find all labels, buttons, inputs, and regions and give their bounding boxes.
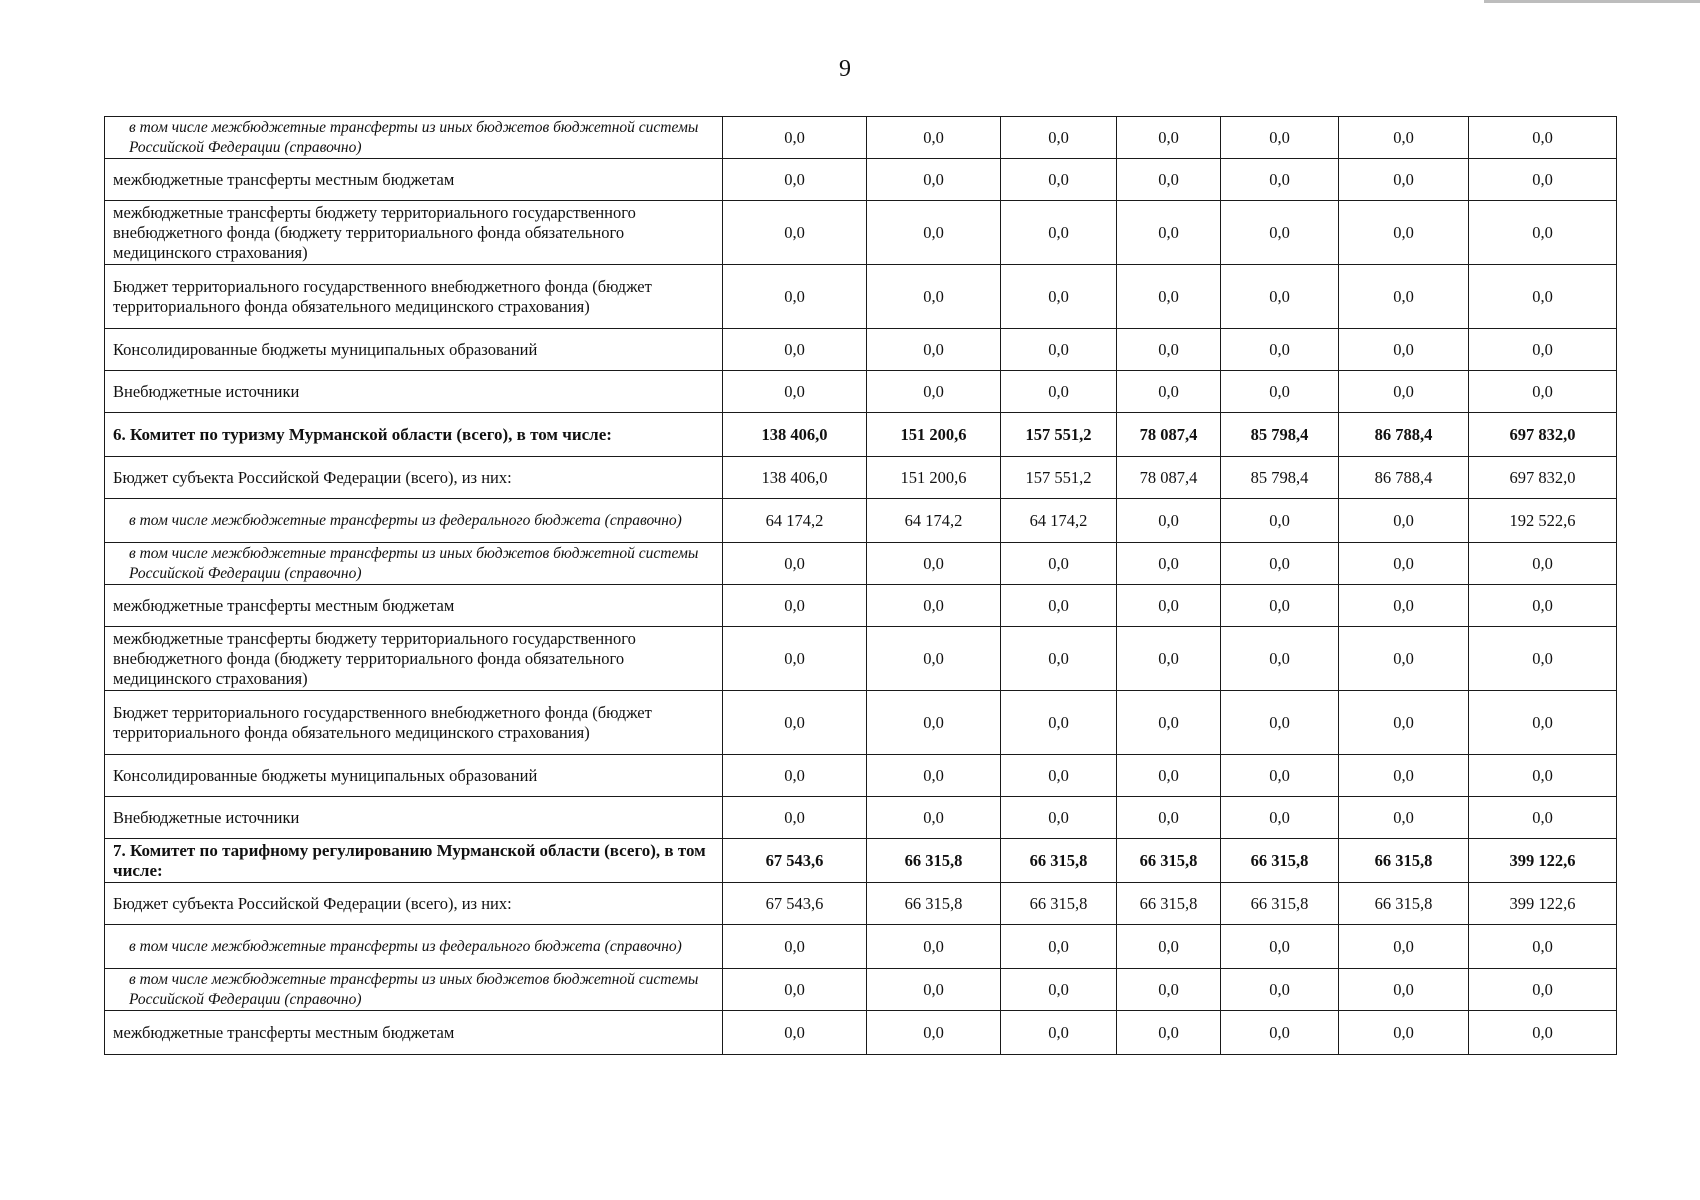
table-row xyxy=(105,797,1617,839)
table-row xyxy=(105,117,1617,159)
value-cell: 0,0 xyxy=(1339,543,1469,585)
value-cell: 0,0 xyxy=(867,925,1001,969)
value-cell: 0,0 xyxy=(723,117,867,159)
budget-table xyxy=(104,116,1617,1055)
row-label: межбюджетные трансферты бюджету территориального государственного внебюджетного фонда (бюджету территориального фонда обязательного медицинского страхования) xyxy=(105,627,723,691)
value-cell: 0,0 xyxy=(867,969,1001,1011)
value-cell: 0,0 xyxy=(1117,627,1221,691)
value-cell: 66 315,8 xyxy=(1001,839,1117,883)
value-cell: 138 406,0 xyxy=(723,413,867,457)
value-cell: 66 315,8 xyxy=(867,883,1001,925)
table-row xyxy=(105,969,1617,1011)
value-cell: 0,0 xyxy=(1469,755,1617,797)
value-cell: 0,0 xyxy=(1339,117,1469,159)
row-label: межбюджетные трансферты местным бюджетам xyxy=(105,159,723,201)
value-cell: 0,0 xyxy=(867,159,1001,201)
value-cell: 0,0 xyxy=(867,329,1001,371)
page-number: 9 xyxy=(839,56,851,82)
value-cell: 0,0 xyxy=(1001,117,1117,159)
table-row xyxy=(105,925,1617,969)
value-cell: 66 315,8 xyxy=(1339,839,1469,883)
value-cell: 66 315,8 xyxy=(1221,839,1339,883)
value-cell: 0,0 xyxy=(1339,969,1469,1011)
budget-table-body xyxy=(105,117,1617,1055)
value-cell: 0,0 xyxy=(1469,543,1617,585)
value-cell: 0,0 xyxy=(1221,159,1339,201)
table-row xyxy=(105,691,1617,755)
row-label: в том числе межбюджетные трансферты из иных бюджетов бюджетной системы Российской Федерации (справочно) xyxy=(105,543,723,585)
value-cell: 0,0 xyxy=(1221,925,1339,969)
value-cell: 0,0 xyxy=(1469,1011,1617,1055)
value-cell: 66 315,8 xyxy=(1117,839,1221,883)
row-label: Бюджет субъекта Российской Федерации (всего), из них: xyxy=(105,883,723,925)
value-cell: 0,0 xyxy=(723,925,867,969)
row-label: 7. Комитет по тарифному регулированию Мурманской области (всего), в том числе: xyxy=(105,839,723,883)
value-cell: 64 174,2 xyxy=(867,499,1001,543)
value-cell: 0,0 xyxy=(1221,371,1339,413)
value-cell: 64 174,2 xyxy=(723,499,867,543)
value-cell: 0,0 xyxy=(1339,585,1469,627)
value-cell: 0,0 xyxy=(1001,925,1117,969)
row-label: межбюджетные трансферты местным бюджетам xyxy=(105,1011,723,1055)
row-label: в том числе межбюджетные трансферты из иных бюджетов бюджетной системы Российской Федерации (справочно) xyxy=(105,969,723,1011)
value-cell: 157 551,2 xyxy=(1001,457,1117,499)
value-cell: 0,0 xyxy=(867,797,1001,839)
value-cell: 0,0 xyxy=(723,543,867,585)
value-cell: 0,0 xyxy=(1339,499,1469,543)
value-cell: 0,0 xyxy=(1001,1011,1117,1055)
value-cell: 0,0 xyxy=(1117,797,1221,839)
value-cell: 0,0 xyxy=(1001,265,1117,329)
value-cell: 0,0 xyxy=(1221,329,1339,371)
table-row xyxy=(105,585,1617,627)
value-cell: 0,0 xyxy=(1117,543,1221,585)
value-cell: 0,0 xyxy=(1221,755,1339,797)
value-cell: 0,0 xyxy=(1001,159,1117,201)
value-cell: 697 832,0 xyxy=(1469,457,1617,499)
value-cell: 0,0 xyxy=(1117,755,1221,797)
value-cell: 0,0 xyxy=(867,755,1001,797)
value-cell: 66 315,8 xyxy=(1221,883,1339,925)
value-cell: 0,0 xyxy=(723,329,867,371)
top-edge-rule xyxy=(1484,0,1700,3)
value-cell: 0,0 xyxy=(1339,329,1469,371)
value-cell: 0,0 xyxy=(723,585,867,627)
value-cell: 0,0 xyxy=(1117,265,1221,329)
value-cell: 78 087,4 xyxy=(1117,413,1221,457)
value-cell: 0,0 xyxy=(1221,797,1339,839)
value-cell: 0,0 xyxy=(1221,543,1339,585)
value-cell: 0,0 xyxy=(1117,329,1221,371)
value-cell: 0,0 xyxy=(1469,201,1617,265)
value-cell: 0,0 xyxy=(1117,925,1221,969)
value-cell: 0,0 xyxy=(867,371,1001,413)
value-cell: 0,0 xyxy=(867,691,1001,755)
value-cell: 0,0 xyxy=(1339,755,1469,797)
row-label: Бюджет территориального государственного внебюджетного фонда (бюджет территориального фонда обязательного медицинского страхования) xyxy=(105,265,723,329)
value-cell: 0,0 xyxy=(1339,265,1469,329)
value-cell: 0,0 xyxy=(1469,329,1617,371)
value-cell: 0,0 xyxy=(1117,585,1221,627)
value-cell: 0,0 xyxy=(1339,159,1469,201)
table-row xyxy=(105,457,1617,499)
value-cell: 0,0 xyxy=(1469,969,1617,1011)
table-row xyxy=(105,201,1617,265)
value-cell: 0,0 xyxy=(1001,329,1117,371)
value-cell: 0,0 xyxy=(1469,691,1617,755)
value-cell: 64 174,2 xyxy=(1001,499,1117,543)
table-row xyxy=(105,627,1617,691)
value-cell: 138 406,0 xyxy=(723,457,867,499)
value-cell: 0,0 xyxy=(723,159,867,201)
value-cell: 0,0 xyxy=(1117,691,1221,755)
value-cell: 0,0 xyxy=(723,691,867,755)
value-cell: 697 832,0 xyxy=(1469,413,1617,457)
value-cell: 0,0 xyxy=(1469,925,1617,969)
value-cell: 0,0 xyxy=(1339,1011,1469,1055)
value-cell: 0,0 xyxy=(1117,371,1221,413)
value-cell: 0,0 xyxy=(1221,265,1339,329)
value-cell: 0,0 xyxy=(1339,925,1469,969)
value-cell: 86 788,4 xyxy=(1339,413,1469,457)
value-cell: 86 788,4 xyxy=(1339,457,1469,499)
value-cell: 0,0 xyxy=(1339,371,1469,413)
row-label: в том числе межбюджетные трансферты из иных бюджетов бюджетной системы Российской Федерации (справочно) xyxy=(105,117,723,159)
table-row xyxy=(105,413,1617,457)
table-row xyxy=(105,265,1617,329)
value-cell: 151 200,6 xyxy=(867,413,1001,457)
value-cell: 399 122,6 xyxy=(1469,883,1617,925)
table-row xyxy=(105,329,1617,371)
table-row xyxy=(105,499,1617,543)
row-label: межбюджетные трансферты бюджету территориального государственного внебюджетного фонда (бюджету территориального фонда обязательного медицинского страхования) xyxy=(105,201,723,265)
value-cell: 0,0 xyxy=(1117,201,1221,265)
value-cell: 0,0 xyxy=(1339,691,1469,755)
value-cell: 0,0 xyxy=(867,265,1001,329)
value-cell: 0,0 xyxy=(867,627,1001,691)
value-cell: 0,0 xyxy=(723,1011,867,1055)
row-label: Бюджет субъекта Российской Федерации (всего), из них: xyxy=(105,457,723,499)
table-row xyxy=(105,543,1617,585)
value-cell: 0,0 xyxy=(723,627,867,691)
value-cell: 0,0 xyxy=(867,543,1001,585)
value-cell: 0,0 xyxy=(723,201,867,265)
table-row xyxy=(105,755,1617,797)
value-cell: 0,0 xyxy=(1117,117,1221,159)
row-label: в том числе межбюджетные трансферты из федерального бюджета (справочно) xyxy=(105,499,723,543)
value-cell: 66 315,8 xyxy=(1001,883,1117,925)
value-cell: 0,0 xyxy=(723,755,867,797)
value-cell: 66 315,8 xyxy=(1339,883,1469,925)
row-label: Консолидированные бюджеты муниципальных образований xyxy=(105,755,723,797)
value-cell: 0,0 xyxy=(1001,797,1117,839)
value-cell: 0,0 xyxy=(1001,201,1117,265)
value-cell: 0,0 xyxy=(1469,627,1617,691)
table-row xyxy=(105,1011,1617,1055)
table-row xyxy=(105,883,1617,925)
row-label: 6. Комитет по туризму Мурманской области (всего), в том числе: xyxy=(105,413,723,457)
value-cell: 0,0 xyxy=(1001,371,1117,413)
row-label: межбюджетные трансферты местным бюджетам xyxy=(105,585,723,627)
value-cell: 0,0 xyxy=(1221,691,1339,755)
value-cell: 192 522,6 xyxy=(1469,499,1617,543)
value-cell: 0,0 xyxy=(867,1011,1001,1055)
value-cell: 0,0 xyxy=(723,265,867,329)
row-label: в том числе межбюджетные трансферты из федерального бюджета (справочно) xyxy=(105,925,723,969)
value-cell: 0,0 xyxy=(723,969,867,1011)
value-cell: 0,0 xyxy=(723,797,867,839)
value-cell: 0,0 xyxy=(1117,1011,1221,1055)
value-cell: 0,0 xyxy=(1221,627,1339,691)
value-cell: 0,0 xyxy=(1339,627,1469,691)
value-cell: 0,0 xyxy=(867,117,1001,159)
value-cell: 0,0 xyxy=(1001,755,1117,797)
value-cell: 0,0 xyxy=(1001,691,1117,755)
value-cell: 67 543,6 xyxy=(723,839,867,883)
value-cell: 0,0 xyxy=(1221,1011,1339,1055)
value-cell: 0,0 xyxy=(1221,499,1339,543)
value-cell: 0,0 xyxy=(1339,797,1469,839)
value-cell: 0,0 xyxy=(1001,969,1117,1011)
table-row xyxy=(105,159,1617,201)
row-label: Консолидированные бюджеты муниципальных образований xyxy=(105,329,723,371)
value-cell: 0,0 xyxy=(1001,543,1117,585)
row-label: Внебюджетные источники xyxy=(105,797,723,839)
value-cell: 0,0 xyxy=(1221,585,1339,627)
value-cell: 67 543,6 xyxy=(723,883,867,925)
value-cell: 0,0 xyxy=(1469,371,1617,413)
value-cell: 0,0 xyxy=(867,585,1001,627)
value-cell: 0,0 xyxy=(1469,117,1617,159)
value-cell: 151 200,6 xyxy=(867,457,1001,499)
table-row xyxy=(105,371,1617,413)
value-cell: 0,0 xyxy=(723,371,867,413)
value-cell: 0,0 xyxy=(1469,585,1617,627)
value-cell: 85 798,4 xyxy=(1221,457,1339,499)
value-cell: 157 551,2 xyxy=(1001,413,1117,457)
value-cell: 0,0 xyxy=(1117,159,1221,201)
value-cell: 399 122,6 xyxy=(1469,839,1617,883)
row-label: Внебюджетные источники xyxy=(105,371,723,413)
value-cell: 0,0 xyxy=(1001,627,1117,691)
value-cell: 66 315,8 xyxy=(867,839,1001,883)
value-cell: 66 315,8 xyxy=(1117,883,1221,925)
value-cell: 0,0 xyxy=(1339,201,1469,265)
value-cell: 0,0 xyxy=(1221,201,1339,265)
value-cell: 0,0 xyxy=(1001,585,1117,627)
value-cell: 0,0 xyxy=(867,201,1001,265)
value-cell: 85 798,4 xyxy=(1221,413,1339,457)
value-cell: 78 087,4 xyxy=(1117,457,1221,499)
value-cell: 0,0 xyxy=(1221,117,1339,159)
value-cell: 0,0 xyxy=(1469,159,1617,201)
value-cell: 0,0 xyxy=(1117,969,1221,1011)
value-cell: 0,0 xyxy=(1469,797,1617,839)
table-row xyxy=(105,839,1617,883)
row-label: Бюджет территориального государственного внебюджетного фонда (бюджет территориального фонда обязательного медицинского страхования) xyxy=(105,691,723,755)
value-cell: 0,0 xyxy=(1469,265,1617,329)
value-cell: 0,0 xyxy=(1117,499,1221,543)
value-cell: 0,0 xyxy=(1221,969,1339,1011)
